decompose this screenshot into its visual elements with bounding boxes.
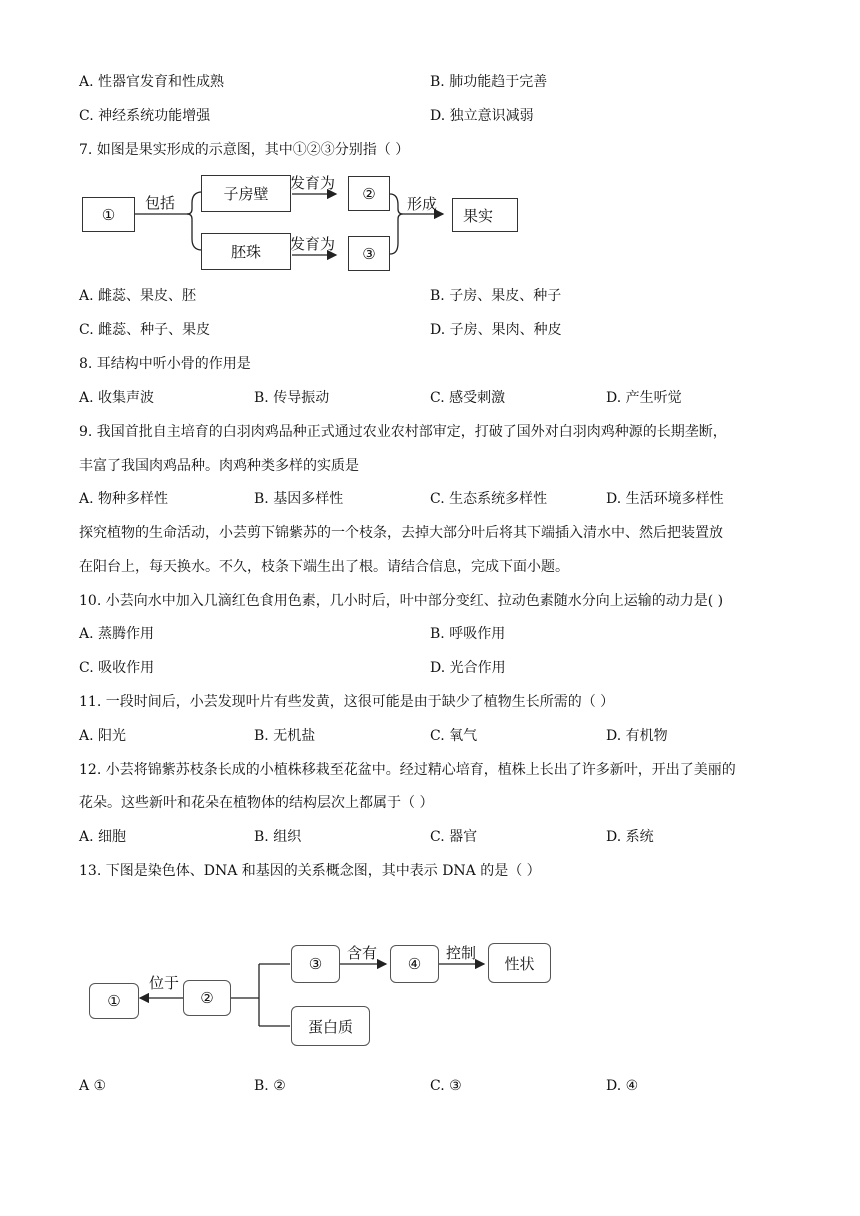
q13-label-located: 位于 [149, 974, 180, 992]
q7-label-form: 形成 [407, 195, 438, 213]
q10-option-c: C. 吸收作用 [79, 660, 155, 676]
q7-option-c: C. 雌蕊、种子、果皮 [79, 322, 211, 338]
q7-option-b: B. 子房、果皮、种子 [430, 288, 562, 304]
q13-node-protein: 蛋白质 [291, 1006, 370, 1046]
q11-stem: 11. 一段时间后，小芸发现叶片有些发黄，这很可能是由于缺少了植物生长所需的（ ） [79, 694, 615, 710]
q12-option-a: A. 细胞 [79, 829, 127, 845]
q6-option-d: D. 独立意识减弱 [430, 108, 534, 124]
q7-option-a: A. 雌蕊、果皮、胚 [79, 288, 197, 304]
q7-node-ovule: 胚珠 [201, 233, 291, 270]
q7-node-2: ② [348, 176, 390, 211]
q13-node-3: ③ [291, 945, 340, 983]
q9-stem-line-2: 丰富了我国肉鸡品种。肉鸡种类多样的实质是 [79, 458, 359, 474]
q7-node-fruit: 果实 [452, 198, 518, 232]
q10-option-b: B. 呼吸作用 [430, 626, 506, 642]
q13-label-contains: 含有 [347, 944, 378, 962]
q11-option-b: B. 无机盐 [254, 728, 316, 744]
q8-stem: 8. 耳结构中听小骨的作用是 [79, 356, 251, 372]
q12-option-d: D. 系统 [606, 829, 654, 845]
q12-option-c: C. 器官 [430, 829, 478, 845]
q11-option-d: D. 有机物 [606, 728, 668, 744]
q13-node-4: ④ [390, 945, 439, 983]
q9-option-b: B. 基因多样性 [254, 491, 344, 507]
q10-option-a: A. 蒸腾作用 [79, 626, 155, 642]
q12-stem-line-2: 花朵。这些新叶和花朵在植物体的结构层次上都属于（ ） [79, 795, 434, 811]
q8-option-c: C. 感受刺激 [430, 390, 506, 406]
q7-option-d: D. 子房、果肉、种皮 [430, 322, 562, 338]
q8-option-a: A. 收集声波 [79, 390, 155, 406]
q6-option-a: A. 性器官发育和性成熟 [79, 74, 225, 90]
q7-label-include: 包括 [145, 194, 176, 212]
q9-option-a: A. 物种多样性 [79, 491, 169, 507]
q13-label-controls: 控制 [446, 944, 477, 962]
q11-option-c: C. 氧气 [430, 728, 478, 744]
q7-stem: 7. 如图是果实形成的示意图，其中①②③分别指（ ） [79, 142, 410, 158]
q9-option-d: D. 生活环境多样性 [606, 491, 724, 507]
passage-line-2: 在阳台上，每天换水。不久，枝条下端生出了根。请结合信息，完成下面小题。 [79, 559, 569, 575]
q10-option-d: D. 光合作用 [430, 660, 506, 676]
q7-node-ovary-wall: 子房壁 [201, 175, 291, 212]
q12-stem-line-1: 12. 小芸将锦紫苏枝条长成的小植株移栽至花盆中。经过精心培育，植株上长出了许多新叶，开出了美丽的 [79, 762, 736, 778]
q9-stem-line-1: 9. 我国首批自主培育的白羽肉鸡品种正式通过农业农村部审定，打破了国外对白羽肉鸡种源的长期垄断， [79, 424, 727, 440]
q8-option-d: D. 产生听觉 [606, 390, 682, 406]
q13-node-1: ① [89, 983, 139, 1019]
q13-option-c: C. ③ [430, 1078, 462, 1094]
q7-node-1: ① [82, 197, 135, 232]
passage-line-1: 探究植物的生命活动，小芸剪下锦紫苏的一个枝条，去掉大部分叶后将其下端插入清水中、然后把装置放 [79, 525, 723, 541]
q8-option-b: B. 传导振动 [254, 390, 330, 406]
q7-label-develop-2: 发育为 [290, 235, 336, 253]
q6-option-c: C. 神经系统功能增强 [79, 108, 211, 124]
q11-option-a: A. 阳光 [79, 728, 127, 744]
q6-option-b: B. 肺功能趋于完善 [430, 74, 548, 90]
q13-option-b: B. ② [254, 1078, 286, 1094]
q13-stem: 13. 下图是染色体、DNA 和基因的关系概念图，其中表示 DNA 的是（ ） [79, 863, 541, 879]
q7-node-3: ③ [348, 236, 390, 271]
q10-stem: 10. 小芸向水中加入几滴红色食用色素，几小时后，叶中部分变红、拉动色素随水分向上运输的动力是( ) [79, 593, 724, 609]
q9-option-c: C. 生态系统多样性 [430, 491, 548, 507]
q12-option-b: B. 组织 [254, 829, 302, 845]
q13-option-d: D. ④ [606, 1078, 639, 1094]
q7-label-develop-1: 发育为 [290, 174, 336, 192]
q13-node-2: ② [183, 980, 231, 1016]
q13-option-a: A ① [79, 1078, 107, 1094]
q13-node-trait: 性状 [488, 943, 551, 983]
